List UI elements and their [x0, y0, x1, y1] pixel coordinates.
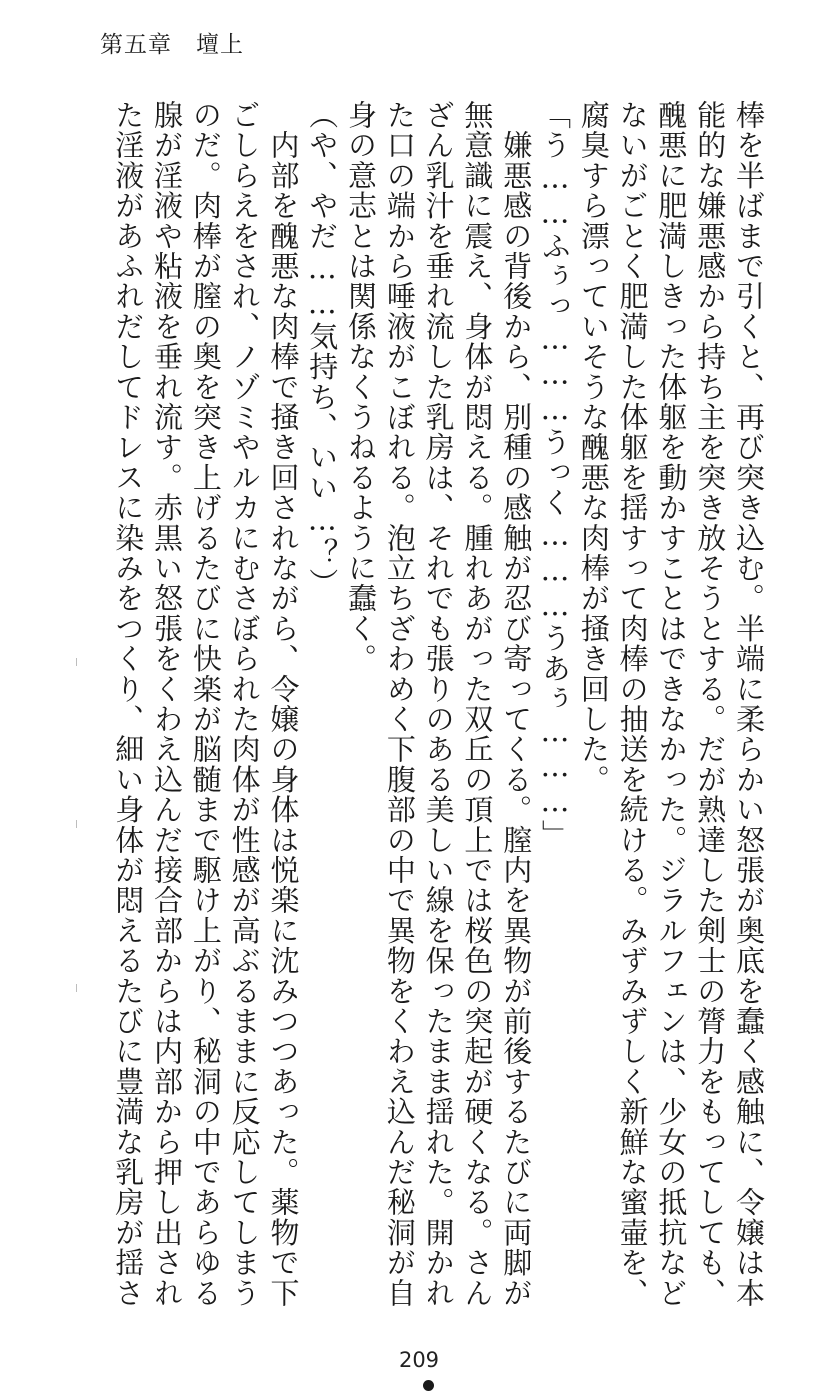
text-line: 醜悪に肥満しきった体躯を動かすことはできなかった。ジラルフェンは、少女の抵抗など [654, 100, 689, 1308]
vertical-body-text [108, 100, 768, 1308]
text-line: ざん乳汁を垂れ流した乳房は、それでも張りのある美しい線を保ったまま揺れた。開かれ [421, 100, 456, 1308]
text-line: 内部を醜悪な肉棒で掻き回されながら、令嬢の身体は悦楽に沈みつつあった。薬物で下 [266, 100, 301, 1308]
margin-tick [76, 984, 77, 992]
page-number: 209 [398, 1348, 440, 1372]
margin-tick [76, 658, 77, 666]
text-line: 無意識に震え、身体が悶える。腫れあがった双丘の頂上では桜色の突起が硬くなる。さん [460, 100, 495, 1308]
text-line: ないがごとく肥満した体躯を揺すって肉棒の抽送を続ける。みずみずしく新鮮な蜜壷を、 [615, 100, 650, 1308]
dialogue-line: 「う……ふぅっ………うっく………うあぅ………」 [538, 100, 573, 850]
text-line: 腐臭すら漂っていそうな醜悪な肉棒が掻き回した。 [576, 100, 611, 795]
text-line: のだ。肉棒が膣の奥を突き上げるたびに快楽が脳髄まで駆け上がり、秘洞の中であらゆる [188, 100, 223, 1308]
margin-tick [76, 820, 77, 828]
text-line: ごしらえをされ、ノゾミやルカにむさぼられた肉体が性感が高ぶるままに反応してしまう [227, 100, 262, 1308]
text-line: 嫌悪感の背後から、別種の感触が忍び寄ってくる。膣内を異物が前後するたびに両脚が [499, 100, 534, 1308]
text-line: 能的な嫌悪感から持ち主を突き放そうとする。だが熟達した剣士の膂力をもってしても、 [693, 100, 728, 1308]
text-line: 棒を半ばまで引くと、再び突き込む。半端に柔らかい怒張が奥底を蠢く感触に、令嬢は本 [732, 100, 766, 1308]
text-line: た淫液があふれだしてドレスに染みをつくり、細い身体が悶えるたびに豊満な乳房が揺さ [111, 100, 146, 1308]
thought-line: （や、やだ……気持ち、いい…？） [305, 100, 340, 599]
chapter-running-header: 第五章 壇上 [100, 32, 244, 58]
text-line: 身の意志とは関係なくうねるように蠢く。 [344, 100, 379, 674]
page-marker-dot [423, 1380, 434, 1391]
text-line: た口の端から唾液がこぼれる。泡立ちざわめく下腹部の中で異物をくわえ込んだ秘洞が自 [382, 100, 417, 1308]
text-line: 腺が淫液や粘液を垂れ流す。赤黒い怒張をくわえ込んだ接合部からは内部から押し出され [150, 100, 185, 1308]
